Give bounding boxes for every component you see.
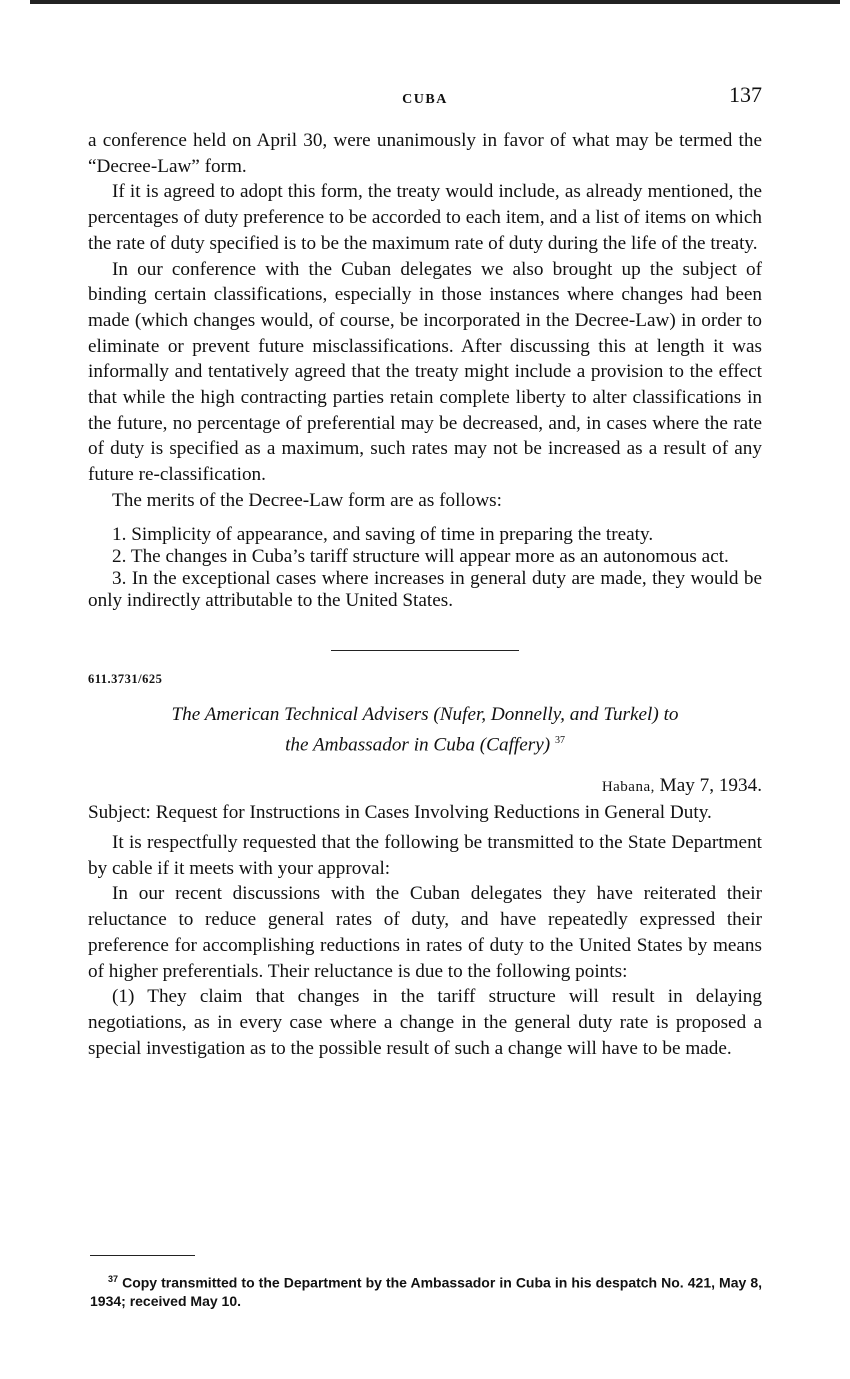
subject-line: [88, 800, 762, 826]
footnote-rule: [90, 1255, 195, 1256]
running-head: CUBA: [402, 92, 448, 107]
paragraph-point-1: (1) They claim that changes in the tariff structure will result in delaying negotiations, as in every case where a change in the general duty rate is proposed a special investigation as to the possible result of such a change will have to be made.: [88, 986, 762, 1059]
paragraph-merits-intro: The merits of the Decree-Law form are as follows:: [112, 489, 502, 511]
page-number: 137: [729, 82, 762, 107]
paragraph-decree-law-form: If it is agreed to adopt this form, the treaty would include, as already mentioned, the percentages of duty preference to be accorded to each item, and a list of items on which the rate of duty specified is to be the maximum rate of duty during the life of the treaty.: [88, 181, 762, 254]
subject-text: Request for Instructions in Cases Involving Reductions in General Duty.: [155, 802, 712, 824]
merits-list: [88, 524, 762, 612]
title-line-2: the Ambassador in Cuba (Caffery) $^{37}$: [285, 734, 565, 756]
file-number: 611.3731/625: [88, 671, 163, 686]
page-header: [88, 82, 762, 116]
subject-label: Subject:: [88, 802, 151, 824]
dateline-date: May 7, 1934.: [659, 774, 762, 796]
letter-body: [88, 830, 762, 1061]
paragraph-reluctance: In our recent discussions with the Cuban delegates they have reiterated their reluctance to reduce general rates of duty, and have repeatedly expressed their preference for accomplishing reductions in rates of duty to the United States by means of higher preferentials. Their reluctance is due to the following points:: [88, 883, 762, 982]
merit-item: 2. The changes in Cuba’s tariff structure will appear more as an autonomous act.: [112, 545, 729, 567]
footnote-text: Copy transmitted to the Department by the Ambassador in Cuba in his despatch No. 421, May 8, 1934; received May 10.: [90, 1274, 763, 1309]
merit-item: 3. In the exceptional cases where increases in general duty are made, they would be only indirectly attributable to the United States.: [88, 567, 763, 611]
footnote-reference: 37: [554, 735, 565, 747]
merit-item: 1. Simplicity of appearance, and saving of time in preparing the treaty.: [112, 523, 654, 545]
footnote: [90, 1270, 762, 1310]
paragraph-classifications: In our conference with the Cuban delegates we also brought up the subject of binding certain classifications, especially in those instances where changes had been made (which changes would, of course, be incorporated in the Decree-Law) in order to eliminate or prevent future misclassifications. After discussing this at length it was informally and tentatively agreed that the treaty might include a provision to the effect that while the high contracting parties retain complete liberty to alter classifications in the future, no percentage of preferential may be decreased, and, in cases where the rate of duty is specified as a maximum, such rates may not be increased as a result of any future re-classification.: [88, 258, 762, 486]
top-border-rule: [30, 0, 840, 4]
paragraph-continuation: a conference held on April 30, were unanimously in favor of what may be termed the “Decree-Law” form.: [88, 130, 762, 177]
page-body: [88, 128, 762, 1061]
document-title: [88, 702, 762, 758]
paragraph-request: It is respectfully requested that the following be transmitted to the State Department by cable if it meets with your approval:: [88, 832, 762, 879]
dateline-place: Habana,: [601, 778, 655, 795]
dateline: [88, 773, 762, 801]
footnote-marker: 37: [108, 1274, 119, 1284]
title-line-1: The American Technical Advisers (Nufer, Donnelly, and Turkel) to: [171, 704, 679, 726]
section-divider: [331, 650, 519, 651]
